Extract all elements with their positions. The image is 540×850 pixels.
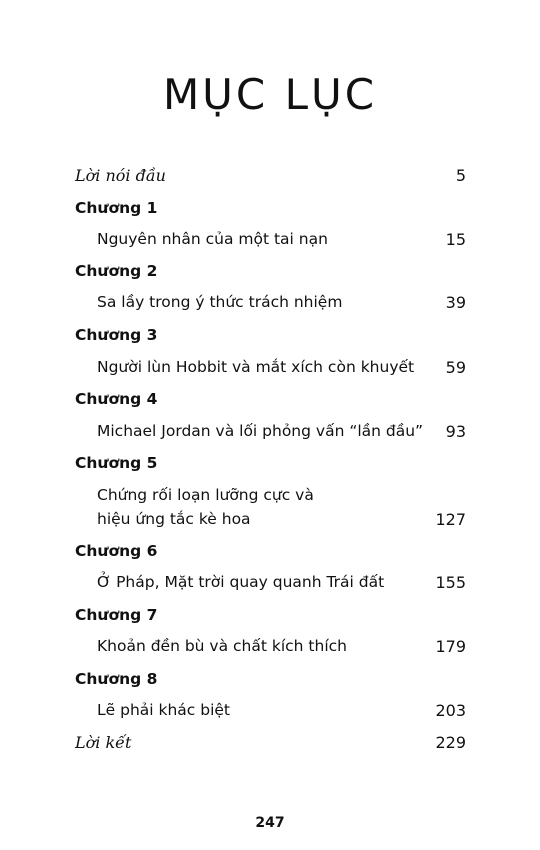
- toc-entry-foreword: [0, 166, 540, 190]
- afterword-page-number: 229: [435, 733, 466, 752]
- chapter-2-heading: Chương 2: [75, 262, 158, 280]
- toc-entry-chapter-2: [0, 293, 540, 317]
- chapter-3-heading: Chương 3: [75, 326, 158, 344]
- toc-entry-afterword: [0, 733, 540, 757]
- chapter-3-page-number: 59: [445, 358, 466, 377]
- chapter-heading: [0, 199, 540, 223]
- foreword-label: Lời nói đầu: [75, 166, 166, 185]
- toc-entry-chapter-6: [0, 573, 540, 597]
- chapter-heading: [0, 454, 540, 478]
- chapter-2-page-number: 39: [445, 293, 466, 312]
- chapter-7-page-number: 179: [435, 637, 466, 656]
- chapter-8-title: Lẽ phải khác biệt: [97, 701, 230, 719]
- chapter-4-title: Michael Jordan và lối phỏng vấn “lần đầu”: [97, 422, 424, 440]
- chapter-5-title-line-2: hiệu ứng tắc kè hoa: [97, 510, 251, 528]
- chapter-7-title: Khoản đền bù và chất kích thích: [97, 637, 347, 655]
- chapter-heading: [0, 606, 540, 630]
- chapter-4-page-number: 93: [445, 422, 466, 441]
- chapter-6-heading: Chương 6: [75, 542, 158, 560]
- chapter-8-heading: Chương 8: [75, 670, 158, 688]
- toc-entry-chapter-1: [0, 230, 540, 254]
- chapter-2-title: Sa lầy trong ý thức trách nhiệm: [97, 293, 343, 311]
- chapter-heading: [0, 542, 540, 566]
- toc-entry-chapter-5: [0, 486, 540, 510]
- foreword-page-number: 5: [455, 166, 466, 185]
- chapter-3-title: Người lùn Hobbit và mắt xích còn khuyết: [97, 358, 415, 376]
- chapter-5-heading: Chương 5: [75, 454, 158, 472]
- chapter-4-heading: Chương 4: [75, 390, 158, 408]
- chapter-7-heading: Chương 7: [75, 606, 158, 624]
- chapter-6-title: Ở Pháp, Mặt trời quay quanh Trái đất: [97, 573, 385, 591]
- toc-entry-chapter-3: [0, 358, 540, 382]
- chapter-1-title: Nguyên nhân của một tai nạn: [97, 230, 328, 248]
- chapter-heading: [0, 262, 540, 286]
- toc-entry-chapter-7: [0, 637, 540, 661]
- page-number: 247: [255, 815, 285, 831]
- toc-entry-chapter-4: [0, 422, 540, 446]
- chapter-1-page-number: 15: [445, 230, 466, 249]
- chapter-heading: [0, 390, 540, 414]
- chapter-heading: [0, 326, 540, 350]
- chapter-5-page-number: 127: [435, 510, 466, 529]
- chapter-5-title: Chứng rối loạn lưỡng cực và: [97, 486, 314, 504]
- chapter-8-page-number: 203: [435, 701, 466, 720]
- chapter-heading: [0, 670, 540, 694]
- toc-entry-chapter-5-continued: [0, 510, 540, 534]
- chapter-6-page-number: 155: [435, 573, 466, 592]
- page-title: MỤC LỤC: [162, 70, 378, 119]
- afterword-label: Lời kết: [75, 733, 132, 752]
- toc-entry-chapter-8: [0, 701, 540, 725]
- chapter-1-heading: Chương 1: [75, 199, 158, 217]
